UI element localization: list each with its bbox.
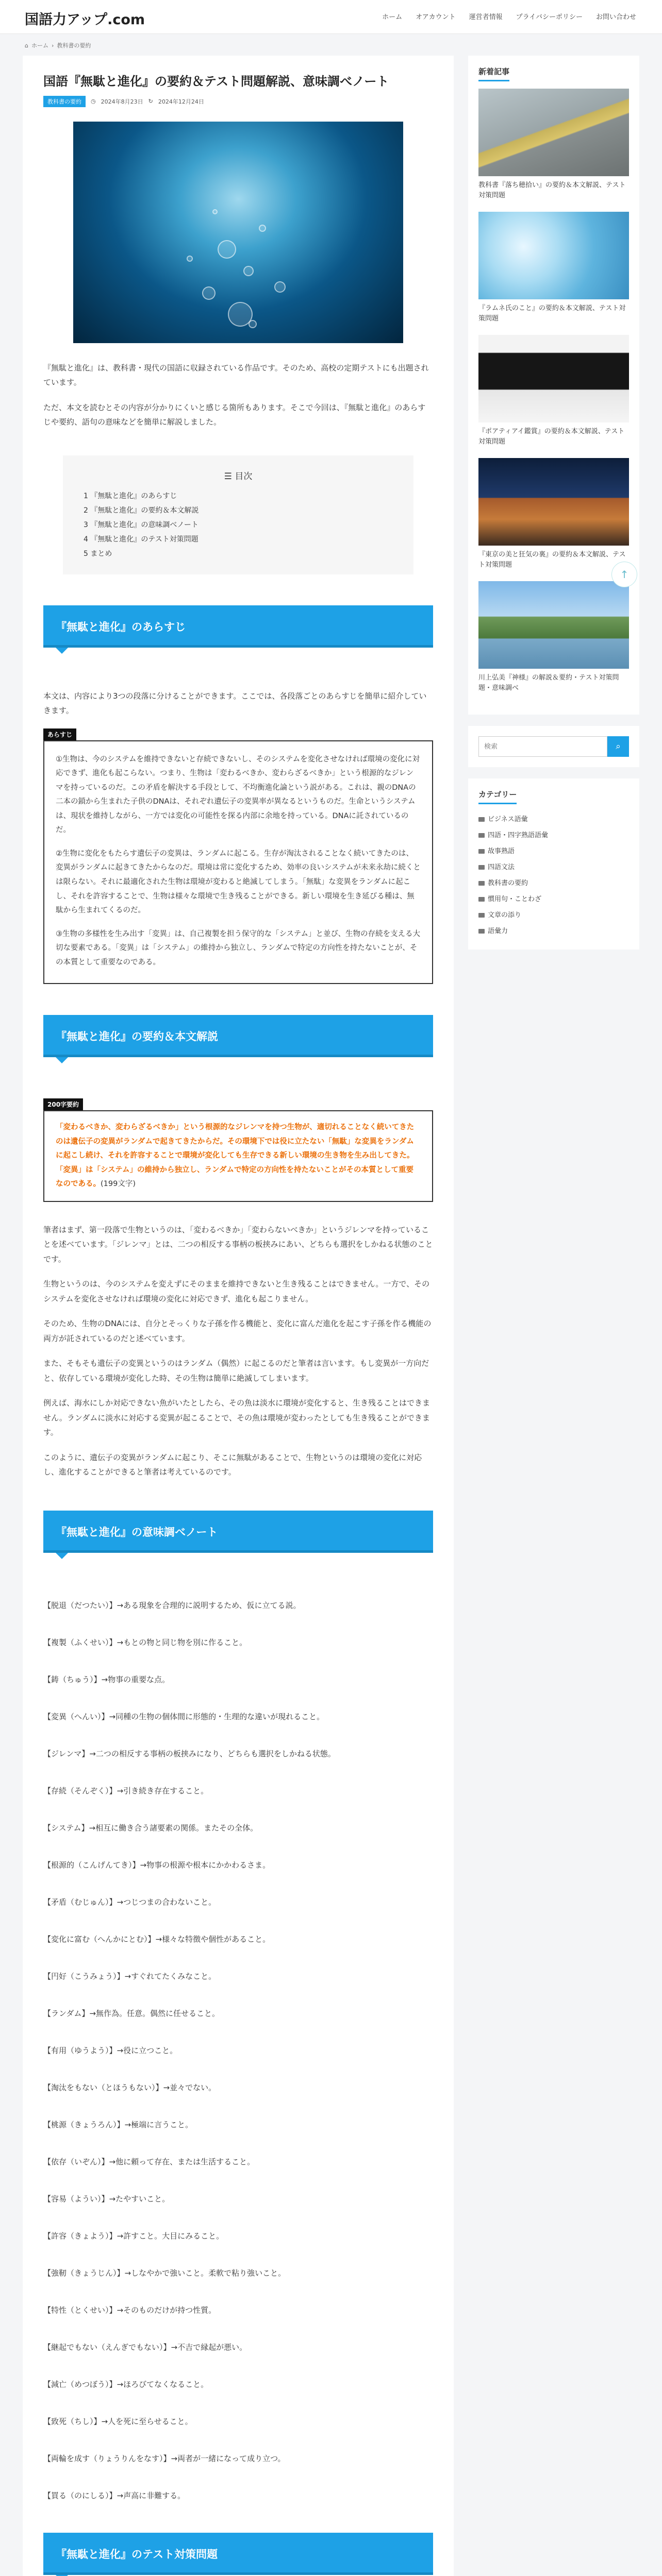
arrow-up-icon: ↑ — [620, 568, 629, 581]
vocab-item: 【存続（そんぞく）】→引き続き存在すること。 — [43, 1786, 209, 1795]
category-widget — [468, 778, 639, 950]
new-posts-widget — [468, 56, 639, 715]
vocab-item: 【矛盾（むじゅん）】→つじつまの合わないこと。 — [43, 1897, 217, 1907]
category-item[interactable]: 故事熟語 — [478, 843, 629, 859]
nav-account[interactable]: オアカウント — [416, 13, 456, 21]
vocab-list — [43, 1599, 433, 2502]
toc-item[interactable]: 3 『無駄と進化』の意味調べノート — [84, 520, 198, 529]
clock-icon: ◷ — [91, 98, 96, 105]
body-paragraph: また、そもそも遺伝子の変異というのはランダム（偶然）に起こるのだと筆者は言います。もし変異が一方向だと、依存している環境が変化した時、その生物は簡単に絶滅してしまいます。 — [43, 1359, 429, 1383]
vocab-item: 【減亡（めつぼう）】→ほろびてなくなること。 — [43, 2379, 209, 2389]
chevron-right-icon: › — [51, 42, 54, 49]
folder-icon — [478, 881, 485, 886]
refresh-icon: ↻ — [148, 98, 153, 105]
search-input[interactable] — [478, 736, 607, 757]
sidebar — [468, 56, 639, 961]
table-of-contents — [63, 455, 413, 574]
folder-icon — [478, 817, 485, 822]
global-nav — [382, 11, 636, 21]
page-title: 国語『無駄と進化』の要約＆テスト問題解説、意味調べノート — [43, 74, 389, 89]
news-title[interactable]: 『ラムネ氏のこと』の要約＆本文解説、テスト対策問題 — [478, 304, 626, 323]
synopsis-box — [43, 740, 433, 985]
vocab-item: 【桃源（きょうろん）】→極端に言うこと。 — [43, 2120, 193, 2129]
thumbnail-image[interactable] — [478, 335, 629, 422]
category-item[interactable]: 文章の添り — [478, 907, 629, 923]
nav-about[interactable]: 運営者情報 — [469, 13, 503, 21]
synopsis-paragraph: ①生物は、今のシステムを維持できないと存続できないし、そのシステムを変化させなければ環境の変化に対応できず、進化も起こらない。つまり、生物は「変わるべきか、変わらざるべきか」という根源的なジレンマを持っているのだ。この矛盾を解決する手段として、不均衡進化論という説がある。これは、親のDNAの二本の鎖から生まれた子供のDNAは、それぞれ遺伝子の変異率が異なるというものだ。生命というシステムは、現状を維持しながら、一方では変化の可能性を探る内部に余地を持っている。DNAに託されているのだ。 — [56, 755, 420, 835]
vocab-item: 【致死（ちし）】→人を死に至らせること。 — [43, 2416, 193, 2426]
search-widget — [468, 726, 639, 767]
category-item[interactable]: 語彙力 — [478, 923, 629, 939]
thumbnail-image[interactable] — [478, 581, 629, 669]
vocab-item: 【ジレンマ】→二つの相反する事柄の板挟みになり、どちらも選択をしかねる状態。 — [43, 1749, 336, 1758]
eyecatch-image — [73, 122, 403, 343]
body-paragraph: 筆者はまず、第一段落で生物というのは、「変わるべきか」「変わらないべきか」というジレンマを持っていることを述べています。「ジレンマ」とは、二つの相反する事柄の板挟みにあい、どちらも選択をしかねる状態のことです。 — [43, 1225, 433, 1264]
vocab-item: 【脱退（だつたい）】→ある現象を合理的に説明するため、仮に立てる説。 — [43, 1600, 301, 1610]
date-published: 2024年8月23日 — [101, 98, 143, 105]
vocab-item: 【ランダム】→無作為。任意。偶然に任せること。 — [43, 2008, 220, 2018]
search-button[interactable] — [607, 736, 629, 757]
synopsis-paragraph: ②生物に変化をもたらす遺伝子の変異は、ランダムに起こる。生存が淘汰されることなく続いてきたのは、変異がランダムに起きてきたからなのだ。環境は常に変化するため、効率の良いシステムが未来永劫に続くとは限らない。それに最適化された生物は環境が変わると絶滅してしまう。「無駄」な変異をランダムに起こし、それを許容することで、生物は様々な環境で生き残ることができる。新しい環境を生き延びる種は、無駄から生まれてくるのだ。 — [56, 849, 421, 915]
thumbnail-image[interactable] — [478, 89, 629, 176]
folder-icon — [478, 849, 485, 854]
section-heading: 『無駄と進化』のテスト対策問題 — [43, 2533, 433, 2575]
section-heading: 『無駄と進化』のあらすじ — [43, 605, 433, 648]
news-item[interactable] — [478, 581, 629, 693]
vocab-item: 【依存（いぞん）】→他に頼って存在、または生活すること。 — [43, 2157, 255, 2166]
body-paragraph: 生物というのは、今のシステムを変えずにそのままを維持できないと生き残ることはできません。一方で、そのシステムを変化させなければ環境の変化に対応できず、進化も起こりません。 — [43, 1279, 430, 1303]
date-updated: 2024年12月24日 — [158, 98, 204, 105]
news-item[interactable] — [478, 89, 629, 200]
section-heading: 『無駄と進化』の要約＆本文解説 — [43, 1015, 433, 1057]
folder-icon — [478, 865, 485, 870]
vocab-item: 【容易（ようい）】→たやすいこと。 — [43, 2194, 170, 2204]
synopsis-paragraph: ③生物の多様性を生み出す「変異」は、自己複製を担う保守的な「システム」と並び、生物の存続を支える大切な要素である。「変異」は「システム」の維持から独立し、ランダムで特定の方向性を持たないことが、その本質として重要なのである。 — [56, 929, 420, 967]
toc-item[interactable]: 4 『無駄と進化』のテスト対策問題 — [84, 535, 198, 544]
body-paragraph: そのため、生物のDNAには、自分とそっくりな子孫を作る機能と、変化に富んだ進化を起こす子孫を作る機能の両方が託されているのだと述べています。 — [43, 1319, 432, 1343]
thumbnail-image[interactable] — [478, 458, 629, 546]
news-title[interactable]: 『東京の美と狂気の裏』の要約＆本文解説、テスト対策問題 — [478, 551, 626, 569]
vocab-item: 【鋳（ちゅう）】→物事の重要な点。 — [43, 1674, 170, 1684]
widget-title: 新着記事 — [478, 66, 509, 81]
category-item[interactable]: 四語・四字熟語語彙 — [478, 827, 629, 843]
nav-privacy[interactable]: プライバシーポリシー — [516, 13, 583, 21]
post-meta — [43, 96, 433, 107]
body-paragraph: このように、遺伝子の変異がランダムに起こり、そこに無駄があることで、生物というのは環境の変化に対応し、進化することができると筆者は考えているのです。 — [43, 1452, 422, 1477]
vocab-item: 【強靭（きょうじん）】→しなやかで強いこと。柔軟で粘り強いこと。 — [43, 2268, 286, 2278]
nav-home[interactable]: ホーム — [382, 13, 403, 21]
news-title[interactable]: 川上弘美『神様』の解説＆要約・テスト対策問題・意味調べ — [478, 674, 619, 692]
vocab-item: 【根源的（こんげんてき）】→物事の根源や根本にかかわるさま。 — [43, 1860, 271, 1870]
news-item[interactable] — [478, 212, 629, 324]
vocab-item: 【システム】→相互に働き合う諸要素の関係。またその全体。 — [43, 1823, 258, 1833]
vocab-item: 【円好（こうみょう）】→すぐれてたくみなこと。 — [43, 1971, 217, 1981]
home-icon: ⌂ — [25, 42, 28, 49]
search-icon: ⌕ — [616, 741, 621, 751]
section-heading: 『無駄と進化』の意味調べノート — [43, 1511, 433, 1553]
site-logo[interactable]: 国語力アップ.com — [25, 12, 145, 28]
thumbnail-image[interactable] — [478, 212, 629, 299]
list-icon: ☰ — [224, 471, 235, 482]
category-item[interactable]: 慣用句・ことわざ — [478, 891, 629, 907]
folder-icon — [478, 929, 485, 934]
intro-paragraph: ただ、本文を読むとその内容が分かりにくいと感じる箇所もあります。そこで今回は、『無駄と進化』のあらすじや要約、語句の意味などを簡単に解説しました。 — [43, 402, 426, 427]
vocab-item: 【変異（へんい）】→同種の生物の個体間に形態的・生理的な違いが現れること。 — [43, 1711, 325, 1721]
category-item[interactable]: 教科書の要約 — [478, 875, 629, 891]
toc-title: ☰ 目次 — [224, 471, 253, 482]
news-item[interactable] — [478, 458, 629, 570]
article — [23, 56, 454, 2576]
summary-count: (199文字) — [101, 1180, 136, 1189]
box-label: 200字要約 — [43, 1098, 83, 1110]
toc-item[interactable]: 5 まとめ — [84, 549, 112, 558]
box-label: あらすじ — [43, 728, 76, 740]
vocab-item: 【両輪を成す（りょうりんをなす）】→両者が一緒になって成り立つ。 — [43, 2453, 286, 2463]
vocab-item: 【有用（ゆうよう）】→役に立つこと。 — [43, 2045, 178, 2055]
folder-icon — [478, 913, 485, 918]
vocab-item: 【淘汰をもない（とほうもない）】→並々でない。 — [43, 2082, 217, 2092]
vocab-item: 【特性（とくせい）】→そのものだけが持つ性質。 — [43, 2305, 217, 2315]
vocab-item: 【複製（ふくせい）】→もとの物と同じ物を別に作ること。 — [43, 1637, 247, 1647]
category-badge[interactable]: 教科書の要約 — [43, 96, 86, 107]
category-item[interactable]: ビジネス語彙 — [478, 811, 629, 827]
body-paragraph: 例えば、海水にしか対応できない魚がいたとしたら、その魚は淡水に環境が変化すると、生き残ることはできません。ランダムに淡水に対応する変異が起こることで、その魚は環境が変わったとしても生き残ることができます。 — [43, 1398, 431, 1437]
vocab-item: 【買る（のにしる）】→声高に非難する。 — [43, 2490, 186, 2500]
site-header — [0, 0, 662, 34]
news-title[interactable]: 『ポアティアイ鑑賞』の要約＆本文解説、テスト対策問題 — [478, 428, 625, 446]
toc-item[interactable]: 2 『無駄と進化』の要約＆本文解説 — [84, 506, 199, 515]
scroll-to-top-button[interactable] — [611, 562, 637, 587]
news-item[interactable] — [478, 335, 629, 447]
summary-box — [43, 1110, 433, 1202]
vocab-item: 【継起でもない（えんぎでもない）】→不吉で縁起が悪い。 — [43, 2342, 247, 2352]
vocab-item: 【変化に富む（へんかにとむ）】→様々な特徴や個性があること。 — [43, 1934, 271, 1944]
vocab-item: 【許容（きょよう）】→許すこと。大目にみること。 — [43, 2231, 224, 2241]
intro-paragraph: 『無駄と進化』は、教科書・現代の国語に収録されている作品です。そのため、高校の定期テストにも出題されています。 — [43, 363, 429, 387]
nav-contact[interactable]: お問い合わせ — [595, 13, 636, 21]
category-item[interactable]: 四語文法 — [478, 859, 629, 875]
section-lead: 本文は、内容により3つの段落に分けることができます。ここでは、各段落ごとのあらすじを簡単に紹介していきます。 — [43, 691, 427, 716]
news-title[interactable]: 教科書『落ち穂拾い』の要約＆本文解説、テスト対策問題 — [478, 181, 626, 199]
toc-item[interactable]: 1 『無駄と進化』のあらすじ — [84, 492, 177, 500]
breadcrumb — [25, 41, 91, 49]
breadcrumb-home[interactable]: ホーム — [31, 42, 48, 49]
folder-icon — [478, 833, 485, 838]
folder-icon — [478, 897, 485, 902]
breadcrumb-category[interactable]: 教科書の要約 — [57, 42, 91, 49]
summary-text: 「変わるべきか、変わらざるべきか」という根源的なジレンマを持つ生物が、適切れることなく続いてきたのは遺伝子の変異がランダムで起きてきたからだ。その環境下では役に立たない「無駄」な変異をランダムに起こし続け、それを許容することで環境が変化しても生存できる新しい環境の生き物を生み出してきた。「変異」は「システム」の維持から独立し、ランダムで特定の方向性を持たないことがその本質として重要なのである。 — [56, 1123, 415, 1189]
widget-title: カテゴリー — [478, 789, 517, 804]
